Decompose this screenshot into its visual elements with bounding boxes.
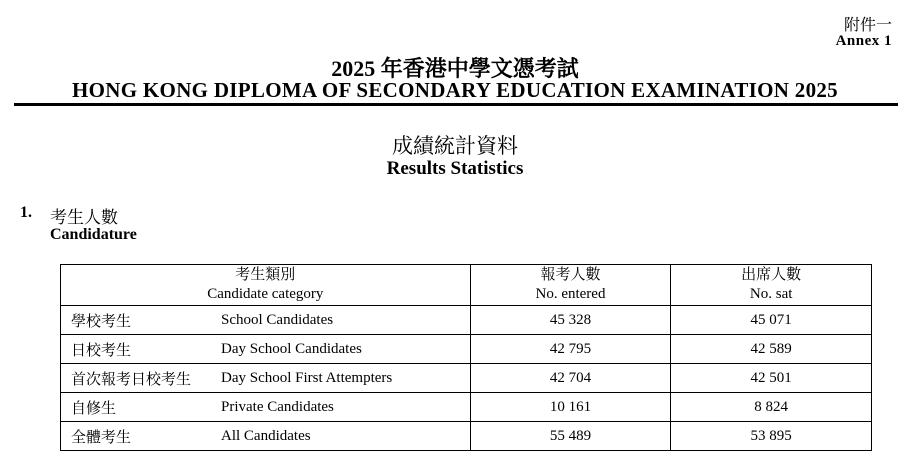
sat-cell: 42 589 xyxy=(671,335,872,364)
sat-cell: 45 071 xyxy=(671,306,872,335)
table-row xyxy=(61,335,872,364)
category-en: Day School Candidates xyxy=(221,340,362,357)
category-zh: 自修生 xyxy=(71,400,117,417)
category-cell xyxy=(61,364,471,393)
category-cell xyxy=(61,306,471,335)
table-row xyxy=(61,306,872,335)
header-candidate-category xyxy=(61,265,471,306)
annex-label-en: Annex 1 xyxy=(835,33,892,49)
category-en: Day School First Attempters xyxy=(221,369,393,386)
candidature-table xyxy=(60,264,872,451)
header-sat-zh: 出席人數 xyxy=(741,267,802,283)
subtitle-zh: 成績統計資料 xyxy=(392,134,518,158)
header-category-en: Candidate category xyxy=(207,286,324,302)
category-en: School Candidates xyxy=(221,311,334,328)
table-row xyxy=(61,422,872,451)
category-zh: 日校考生 xyxy=(71,342,132,359)
category-zh: 首次報考日校考生 xyxy=(71,371,192,388)
header-no-entered xyxy=(470,265,671,306)
entered-cell: 42 704 xyxy=(470,364,671,393)
sat-cell: 53 895 xyxy=(671,422,872,451)
document-title-zh: 2025 年香港中學文憑考試 xyxy=(331,56,579,81)
annex-label-zh: 附件一 xyxy=(843,17,892,34)
category-cell xyxy=(61,393,471,422)
header-category-zh: 考生類別 xyxy=(235,267,296,283)
section-heading-zh: 考生人數 xyxy=(50,208,118,227)
header-entered-zh: 報考人數 xyxy=(540,267,601,283)
entered-cell: 42 795 xyxy=(470,335,671,364)
table-header-row xyxy=(61,265,872,306)
header-sat-en: No. sat xyxy=(749,286,793,302)
entered-cell: 10 161 xyxy=(470,393,671,422)
category-cell xyxy=(61,422,471,451)
section-heading-en: Candidature xyxy=(50,226,137,243)
document-title-en: HONG KONG DIPLOMA OF SECONDARY EDUCATION EXAMINATION 2025 xyxy=(72,78,838,102)
table-row xyxy=(61,364,872,393)
category-en: Private Candidates xyxy=(221,398,334,415)
entered-cell: 45 328 xyxy=(470,306,671,335)
title-rule xyxy=(14,103,898,106)
sat-cell: 42 501 xyxy=(671,364,872,393)
sat-cell: 8 824 xyxy=(671,393,872,422)
category-zh: 全體考生 xyxy=(71,429,132,446)
entered-cell: 55 489 xyxy=(470,422,671,451)
category-en: All Candidates xyxy=(221,427,311,444)
header-no-sat xyxy=(671,265,872,306)
table-row xyxy=(61,393,872,422)
category-zh: 學校考生 xyxy=(71,313,132,330)
category-cell xyxy=(61,335,471,364)
section-number: 1. xyxy=(20,204,32,221)
header-entered-en: No. entered xyxy=(535,286,606,302)
subtitle-en: Results Statistics xyxy=(386,158,524,179)
